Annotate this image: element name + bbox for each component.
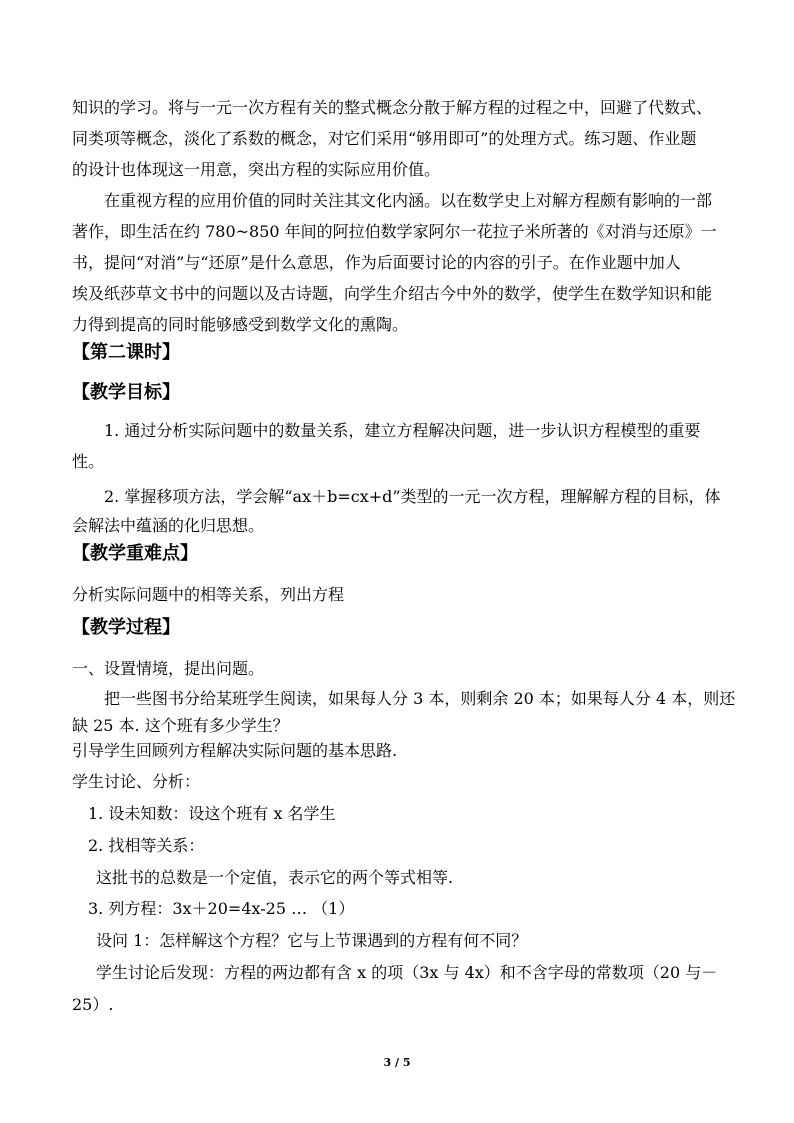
- difficulty-text: 分析实际问题中的相等关系，列出方程: [72, 585, 345, 604]
- paragraph1-line1: 知识的学习。将与一元一次方程有关的整式概念分散于解方程的过程之中，回避了代数式、: [72, 98, 713, 117]
- heading-process: 【教学过程】: [72, 617, 180, 638]
- paragraph1-line2: 同类项等概念，淡化了系数的概念，对它们采用“够用即可”的处理方式。练习题、作业题: [72, 129, 697, 148]
- process-section1: 一、设置情境，提出问题。: [72, 659, 265, 678]
- finding-line2: 25）.: [72, 995, 114, 1014]
- paragraph1-line3: 的设计也体现这一用意，突出方程的实际应用价值。: [72, 160, 441, 179]
- question1-text: 设问 1：怎样解这个方程？它与上节课遇到的方程有何不同？: [96, 931, 528, 950]
- step1-text: 1. 设未知数：设这个班有 x 名学生: [88, 804, 336, 823]
- step2-detail: 这批书的总数是一个定值，表示它的两个等式相等.: [96, 868, 454, 887]
- heading-difficulty: 【教学重难点】: [72, 543, 198, 564]
- paragraph2-line1: 在重视方程的应用价值的同时关注其文化内涵。以在数学史上对解方程颇有影响的一部: [104, 191, 713, 210]
- paragraph2-line3: 书，提问“对消”与“还原”是什么意思，作为后面要讨论的内容的引子。在作业题中加人: [72, 253, 681, 272]
- goal2-line2: 会解法中蕴涵的化归思想。: [72, 516, 265, 535]
- heading-lesson: 【第二课时】: [72, 342, 180, 363]
- discuss-text: 学生讨论、分析：: [72, 772, 201, 791]
- goal1-line1: 1. 通过分析实际问题中的数量关系，建立方程解决问题，进一步认识方程模型的重要: [104, 421, 701, 440]
- heading-goals: 【教学目标】: [72, 382, 180, 403]
- finding-line1: 学生讨论后发现：方程的两边都有含 x 的项（3x 与 4x）和不含字母的常数项（20 与－: [96, 963, 718, 982]
- paragraph2-line2: 著作，即生活在约 780~850 年间的阿拉伯数学家阿尔一花拉子米所著的《对消与还原》一: [72, 222, 717, 241]
- goal1-line2: 性。: [72, 452, 105, 471]
- problem-line1: 把一些图书分给某班学生阅读，如果每人分 3 本，则剩余 20 本；如果每人分 4 本，则还: [104, 689, 736, 708]
- page-number: 3 / 5: [383, 1056, 411, 1069]
- goal2-line1: 2. 掌握移项方法，学会解“ax＋b=cx+d”类型的一元一次方程，理解解方程的目标，体: [104, 487, 721, 506]
- step2-text: 2. 找相等关系：: [88, 836, 205, 855]
- guide-text: 引导学生回顾列方程解决实际问题的基本思路.: [72, 741, 398, 760]
- paragraph2-line5: 力得到提高的同时能够感受到数学文化的熏陶。: [72, 315, 409, 334]
- problem-line2: 缺 25 本. 这个班有多少学生？: [72, 716, 289, 735]
- step3-text: 3. 列方程：3x＋20=4x-25 … （1）: [88, 899, 355, 918]
- paragraph2-line4: 埃及纸莎草文书中的问题以及古诗题，向学生介绍古今中外的数学，使学生在数学知识和能: [72, 284, 713, 303]
